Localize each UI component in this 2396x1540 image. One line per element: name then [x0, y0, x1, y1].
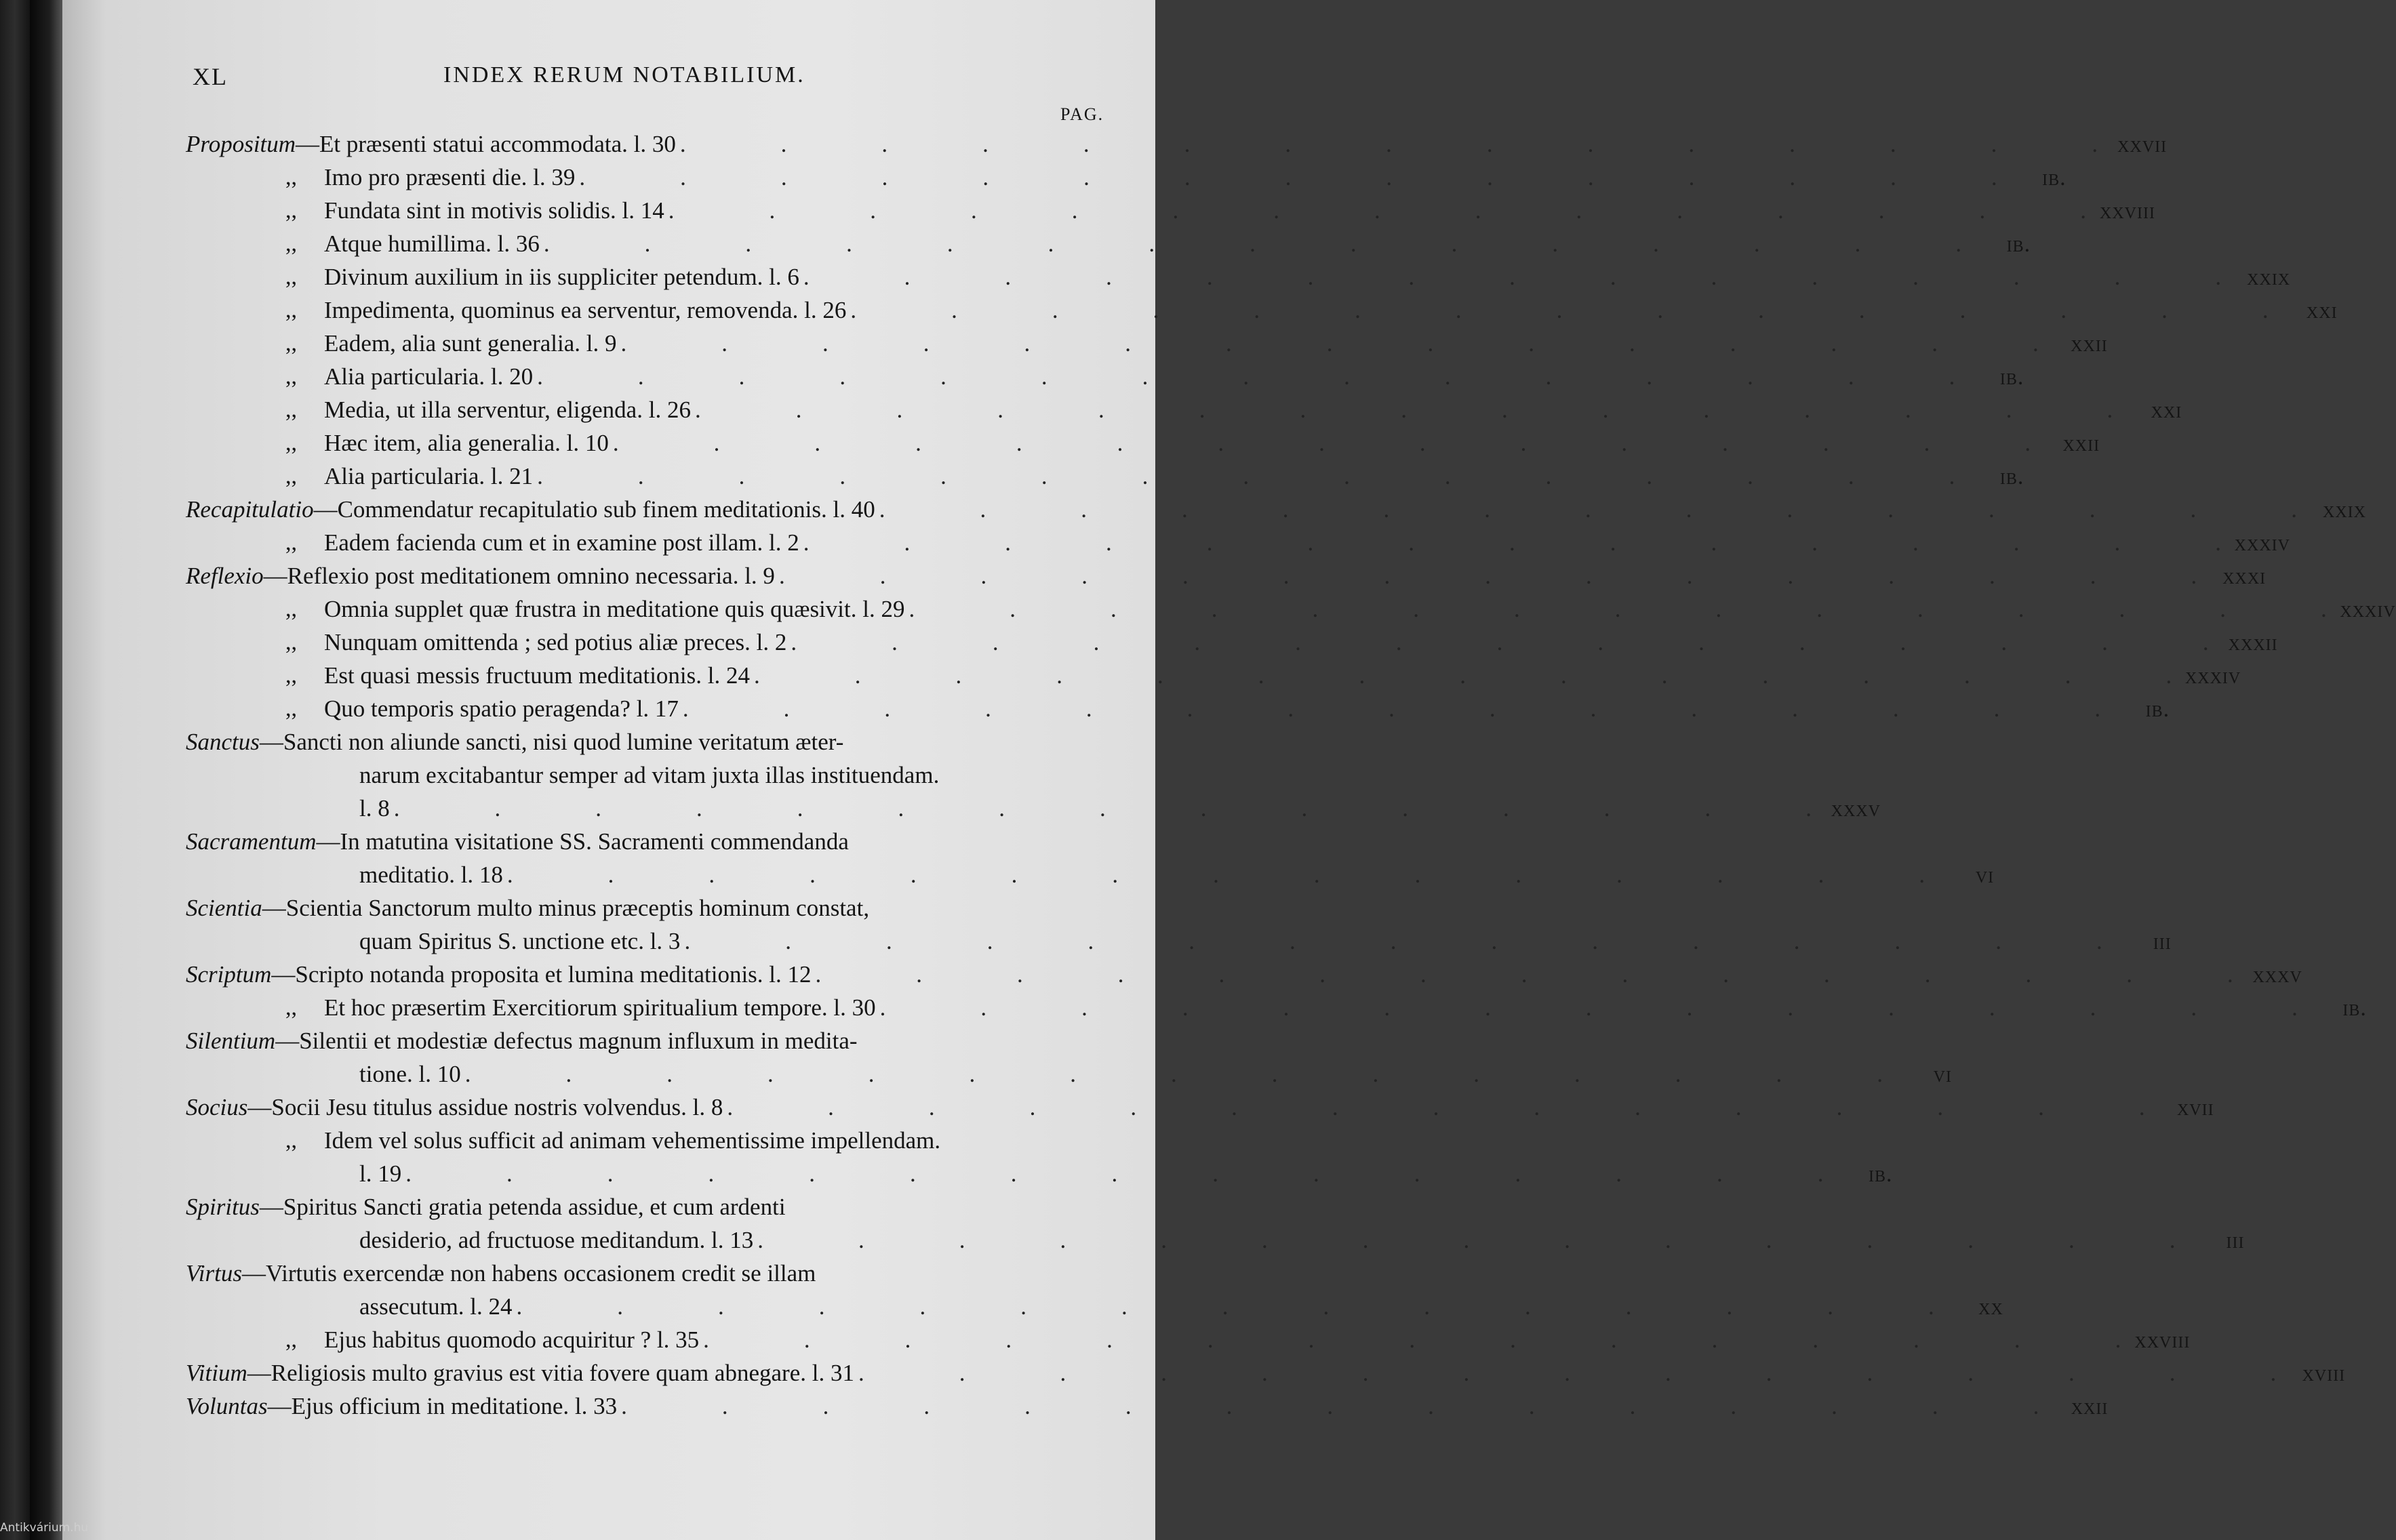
- leader-dots: [617, 1390, 2043, 1423]
- entry-keyword: Silentium: [186, 1028, 276, 1054]
- entry-keyword: Sanctus: [186, 729, 260, 755]
- ditto-mark: ,,: [285, 231, 297, 256]
- ditto-mark: ,,: [285, 696, 297, 721]
- leader-dots: [609, 426, 2035, 460]
- index-entry-line: [186, 426, 2100, 460]
- index-entry: [186, 825, 1995, 891]
- index-entry-line: [186, 161, 2066, 194]
- index-entry-line: [186, 1124, 1169, 1157]
- index-entry-line: [186, 127, 2168, 161]
- page-reference: xx: [1978, 1295, 2003, 1320]
- index-entry-line: [186, 725, 1169, 758]
- page-reference: xxxii: [2228, 630, 2278, 655]
- page-reference: vi: [1975, 863, 1995, 888]
- entry-text: [285, 460, 533, 493]
- page-reference: xvii: [2176, 1095, 2214, 1120]
- index-entry: [186, 592, 2396, 626]
- watermark: [0, 1521, 88, 1535]
- ditto-mark: ,,: [285, 995, 297, 1020]
- ditto-mark: ,,: [285, 464, 297, 489]
- entry-text: [186, 1390, 617, 1423]
- entry-description: Est quasi messis fructuum meditationis. l. 24: [324, 662, 751, 689]
- index-entry: [186, 426, 2100, 460]
- entry-description: Fundata sint in motivis solidis. l. 14: [324, 197, 664, 224]
- entry-keyword: Sacramentum: [186, 828, 317, 855]
- index-entry: [186, 1190, 2245, 1257]
- entry-text: [359, 758, 939, 792]
- index-entry-line: [186, 360, 2024, 393]
- index-entry: [186, 393, 2182, 426]
- entry-text: [285, 1124, 940, 1157]
- page-reference: xxii: [2071, 331, 2108, 357]
- leader-dots: [812, 958, 2237, 991]
- entry-description: l. 19: [359, 1160, 402, 1187]
- leader-dots: [876, 991, 2302, 1024]
- index-entry-line: [186, 260, 2291, 293]
- entry-description: —Silentii et modestiæ defectus magnum influxum in medita-: [275, 1028, 858, 1054]
- leader-dots: [533, 460, 1959, 493]
- leader-dots: [617, 327, 2043, 360]
- entry-description: Alia particularia. l. 20: [324, 363, 534, 390]
- entry-keyword: Voluntas: [186, 1393, 268, 1419]
- page-reference: xxix: [2323, 498, 2367, 523]
- page-column-label: PAG.: [1060, 104, 1104, 124]
- index-entry: [186, 493, 2367, 526]
- entry-text: [285, 991, 876, 1024]
- leader-dots: [723, 1091, 2149, 1124]
- index-entry-line: [186, 559, 2267, 592]
- page-reference: xxviii: [2134, 1328, 2191, 1353]
- entry-description: —Virtutis exercendæ non habens occasionem credit se illam: [241, 1260, 816, 1286]
- entry-description: —Ejus officium in meditatione. l. 33: [267, 1393, 618, 1419]
- entry-text: [186, 1024, 858, 1057]
- entry-text: [359, 1290, 513, 1323]
- index-entry: [186, 991, 2367, 1024]
- index-entry-line: [186, 1356, 2346, 1390]
- entry-description: —Religiosis multo gravius est vitia fovere quam abnegare. l. 31: [247, 1360, 854, 1386]
- leader-dots: [513, 1290, 1938, 1323]
- page-reference: xxi: [2306, 298, 2338, 323]
- entry-description: —Spiritus Sancti gratia petenda assidue, et cum ardenti: [259, 1194, 786, 1220]
- entry-text: [359, 792, 390, 825]
- entry-text: [359, 1057, 461, 1091]
- entry-description: —Scientia Sanctorum multo minus præceptis hominum constat,: [262, 895, 870, 921]
- entry-description: l. 8: [359, 795, 390, 822]
- binding-edge: [30, 0, 62, 1540]
- index-entry: [186, 659, 2241, 692]
- page-reference: xxix: [2247, 265, 2291, 290]
- entry-keyword: Virtus: [186, 1260, 242, 1286]
- entry-text: [285, 327, 617, 360]
- entry-description: desiderio, ad fructuose meditandum. l. 13: [359, 1227, 754, 1253]
- entry-description: —Reflexio post meditationem omnino necessaria. l. 9: [263, 563, 775, 589]
- ditto-mark: ,,: [285, 198, 297, 223]
- index-entry-line: [186, 1157, 1893, 1190]
- index-entry-line: [186, 1091, 2214, 1124]
- leader-dots: [750, 659, 2176, 692]
- entry-description: Media, ut illa serventur, eligenda. l. 26: [324, 397, 691, 423]
- index-entry-line: [186, 925, 2172, 958]
- index-entry-line: [186, 293, 2338, 327]
- index-entry-line: [186, 1390, 2109, 1423]
- index-entry: [186, 293, 2338, 327]
- index-entry-line: [186, 1190, 1169, 1223]
- entry-description: Ejus habitus quomodo acquiritur ? l. 35: [324, 1326, 700, 1353]
- entry-text: [285, 194, 664, 227]
- leader-dots: [854, 1356, 2280, 1390]
- page-reference: ib.: [1999, 464, 2024, 489]
- entry-description: narum excitabantur semper ad vitam juxta illas instituendam.: [359, 762, 940, 788]
- entry-text: [285, 161, 575, 194]
- index-entry-line: [186, 659, 2241, 692]
- index-entry-line: [186, 1057, 1952, 1091]
- index-entry: [186, 1124, 1893, 1190]
- index-entry: [186, 626, 2278, 659]
- entry-text: [186, 725, 843, 758]
- entry-text: [186, 891, 869, 925]
- index-entry-line: [186, 858, 1995, 891]
- page-reference: xxi: [2151, 398, 2182, 423]
- index-entry: [186, 194, 2155, 227]
- leader-dots: [676, 127, 2102, 161]
- entry-description: —Scripto notanda proposita et lumina meditationis. l. 12: [271, 961, 812, 988]
- entry-text: [285, 260, 799, 293]
- entry-text: [359, 1157, 401, 1190]
- entry-text: [186, 825, 849, 858]
- leader-dots: [786, 626, 2212, 659]
- entry-description: Omnia supplet quæ frustra in meditatione quis quæsivit. l. 29: [324, 596, 905, 622]
- leader-dots: [679, 692, 2104, 725]
- entry-text: [186, 1356, 854, 1390]
- ditto-mark: ,,: [285, 663, 297, 688]
- leader-dots: [799, 526, 2225, 559]
- page-reference: xxxiv: [2340, 597, 2396, 622]
- entry-description: Nunquam omittenda ; sed potius aliæ preces. l. 2: [324, 629, 787, 655]
- page-reference: xxii: [2062, 431, 2100, 456]
- index-entry: [186, 725, 1881, 825]
- ditto-mark: ,,: [285, 264, 297, 289]
- index-entry: [186, 958, 2302, 991]
- index-entry: [186, 1091, 2214, 1124]
- index-entry-line: [186, 460, 2024, 493]
- leader-dots: [904, 592, 2330, 626]
- entry-text: [285, 393, 691, 426]
- ditto-mark: ,,: [285, 397, 297, 422]
- entry-text: [285, 360, 533, 393]
- page-reference: ib.: [2042, 165, 2066, 190]
- leader-dots: [390, 792, 1816, 825]
- entry-text: [359, 1223, 753, 1257]
- entry-keyword: Reflexio: [186, 563, 264, 589]
- leader-dots: [575, 161, 2001, 194]
- index-entry-line: [186, 958, 2302, 991]
- entry-description: —In matutina visitatione SS. Sacramenti commendanda: [316, 828, 849, 855]
- entry-text: [285, 592, 904, 626]
- page-header-title: INDEX RERUM NOTABILIUM.: [443, 62, 805, 87]
- entry-text: [186, 493, 875, 526]
- index-entry-line: [186, 1024, 1169, 1057]
- entry-keyword: Socius: [186, 1094, 248, 1120]
- index-entry: [186, 227, 2031, 260]
- entry-text: [186, 1091, 723, 1124]
- entry-text: [186, 958, 812, 991]
- entry-text: [186, 1257, 816, 1290]
- index-entry-line: [186, 991, 2367, 1024]
- index-entry: [186, 127, 2168, 161]
- index-entry-line: [186, 194, 2155, 227]
- ditto-mark: ,,: [285, 165, 297, 190]
- index-entry-line: [186, 891, 1169, 925]
- page-reference: xviii: [2302, 1361, 2346, 1386]
- leader-dots: [753, 1223, 2179, 1257]
- entry-description: Idem vel solus sufficit ad animam vehementissime impellendam.: [324, 1127, 941, 1154]
- index-entry: [186, 327, 2108, 360]
- page-reference: xxxv: [1831, 796, 1881, 822]
- watermark-text: Antikvárium.hu: [0, 1521, 89, 1535]
- index-entry: [186, 891, 2172, 958]
- ditto-mark: ,,: [285, 1327, 297, 1352]
- book-spine: [0, 0, 30, 1540]
- index-entry: [186, 260, 2291, 293]
- index-entry: [186, 1390, 2109, 1423]
- index-entry: [186, 360, 2024, 393]
- page-reference: xxxi: [2222, 564, 2267, 589]
- entry-text: [285, 227, 540, 260]
- index-entry: [186, 1323, 2191, 1356]
- entry-description: meditatio. l. 18: [359, 862, 503, 888]
- entry-text: [285, 293, 846, 327]
- index-entry: [186, 526, 2290, 559]
- leader-dots: [699, 1323, 2125, 1356]
- ditto-mark: ,,: [285, 1128, 297, 1153]
- entry-description: Alia particularia. l. 21: [324, 463, 534, 489]
- entry-text: [285, 526, 799, 559]
- leader-dots: [846, 293, 2272, 327]
- entry-keyword: Recapitulatio: [186, 496, 314, 523]
- index-entry: [186, 161, 2066, 194]
- entry-description: Eadem, alia sunt generalia. l. 9: [324, 330, 617, 357]
- leader-dots: [503, 858, 1929, 891]
- leader-dots: [664, 194, 2090, 227]
- entry-description: assecutum. l. 24: [359, 1293, 513, 1320]
- entry-description: tione. l. 10: [359, 1061, 461, 1087]
- entry-text: [285, 1323, 699, 1356]
- entry-keyword: Vitium: [186, 1360, 247, 1386]
- index-entry-line: [186, 1290, 2003, 1323]
- page-reference: vi: [1933, 1062, 1952, 1087]
- entry-text: [285, 626, 786, 659]
- leader-dots: [875, 493, 2301, 526]
- page-reference: iii: [2226, 1228, 2245, 1253]
- leader-dots: [799, 260, 2225, 293]
- leader-dots: [461, 1057, 1887, 1091]
- index-entry: [186, 460, 2024, 493]
- page-reference: xxxiv: [2184, 664, 2241, 689]
- page-folio: XL: [193, 63, 228, 90]
- index-entry-line: [186, 227, 2031, 260]
- entry-description: Quo temporis spatio peragenda? l. 17: [324, 695, 679, 722]
- page-reference: xxvii: [2117, 132, 2168, 157]
- ditto-mark: ,,: [285, 596, 297, 622]
- entry-keyword: Propositum: [186, 131, 296, 157]
- leader-dots: [401, 1157, 1827, 1190]
- entry-keyword: Spiritus: [186, 1194, 260, 1220]
- ditto-mark: ,,: [285, 298, 297, 323]
- index-entry-line: [186, 792, 1881, 825]
- index-entry-line: [186, 393, 2182, 426]
- entry-description: —Sancti non aliunde sancti, nisi quod lumine veritatum æter-: [259, 729, 844, 755]
- page-reference: ib.: [2145, 697, 2170, 722]
- index-entry: [186, 559, 2267, 592]
- page-reference: ib.: [2342, 996, 2367, 1021]
- index-entry-line: [186, 825, 1169, 858]
- entry-text: [285, 692, 679, 725]
- index-entry-line: [186, 758, 1169, 792]
- ditto-mark: ,,: [285, 630, 297, 655]
- entry-text: [359, 925, 680, 958]
- entry-description: Eadem facienda cum et in examine post illam. l. 2: [324, 529, 799, 556]
- page-reference: xxviii: [2099, 199, 2155, 224]
- index-entry-line: [186, 327, 2108, 360]
- ditto-mark: ,,: [285, 364, 297, 389]
- entry-description: Imo pro præsenti die. l. 39: [324, 164, 576, 190]
- entry-text: [285, 426, 609, 460]
- index-entry-line: [186, 692, 2170, 725]
- index-entry-line: [186, 1223, 2245, 1257]
- entry-description: —Commendatur recapitulatio sub finem meditationis. l. 40: [313, 496, 875, 523]
- entry-description: Et hoc præsertim Exercitiorum spiritualium tempore. l. 30: [324, 994, 876, 1021]
- index-entry: [186, 692, 2170, 725]
- page-reference: ib.: [1999, 365, 2024, 390]
- index-entry-line: [186, 493, 2367, 526]
- page-reference: ib.: [2006, 232, 2031, 257]
- entry-keyword: Scriptum: [186, 961, 272, 988]
- entry-text: [359, 858, 503, 891]
- entry-description: quam Spiritus S. unctione etc. l. 3: [359, 928, 681, 954]
- index-entries: [186, 127, 2396, 1423]
- entry-description: —Socii Jesu titulus assidue nostris volvendus. l. 8: [247, 1094, 723, 1120]
- leader-dots: [775, 559, 2201, 592]
- index-entry-line: [186, 1323, 2191, 1356]
- page-reference: iii: [2153, 929, 2172, 954]
- entry-text: [186, 559, 775, 592]
- entry-description: —Et præsenti statui accommodata. l. 30: [296, 131, 676, 157]
- ditto-mark: ,,: [285, 430, 297, 455]
- entry-text: [186, 1190, 786, 1223]
- running-head: [62, 62, 1155, 124]
- index-entry: [186, 1257, 2003, 1323]
- entry-description: Atque humillima. l. 36: [324, 230, 540, 257]
- index-entry-line: [186, 592, 2396, 626]
- entry-text: [285, 659, 750, 692]
- entry-description: Hæc item, alia generalia. l. 10: [324, 430, 609, 456]
- index-entry-line: [186, 626, 2278, 659]
- entry-description: Impedimenta, quominus ea serventur, removenda. l. 26: [324, 297, 847, 323]
- entry-description: Divinum auxilium in iis suppliciter petendum. l. 6: [324, 264, 799, 290]
- index-entry-line: [186, 526, 2290, 559]
- ditto-mark: ,,: [285, 331, 297, 356]
- entry-keyword: Scientia: [186, 895, 262, 921]
- page-reference: ib.: [1868, 1162, 1893, 1187]
- index-entry: [186, 1356, 2346, 1390]
- index-entry-line: [186, 1257, 1169, 1290]
- leader-dots: [533, 360, 1959, 393]
- entry-text: [186, 127, 676, 161]
- page-reference: xxii: [2071, 1394, 2109, 1419]
- page-reference: xxxiv: [2234, 531, 2290, 556]
- ditto-mark: ,,: [285, 530, 297, 555]
- leader-dots: [680, 925, 2106, 958]
- leader-dots: [691, 393, 2117, 426]
- leader-dots: [540, 227, 1965, 260]
- page-reference: xxxv: [2252, 963, 2302, 988]
- index-entry: [186, 1024, 1952, 1091]
